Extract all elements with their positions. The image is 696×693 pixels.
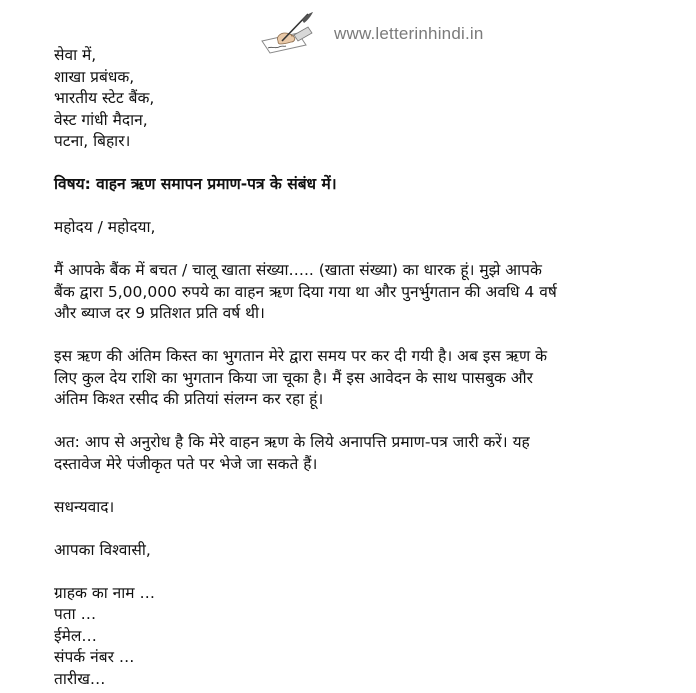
salutation: महोदय / महोदया,	[54, 218, 156, 236]
paragraph-3	[54, 432, 674, 475]
paragraph-line: इस ऋण की अंतिम किस्त का भुगतान मेरे द्वारा समय पर कर दी गयी है। अब इस ऋण के	[54, 347, 548, 365]
letter-subject: विषय: वाहन ऋण समापन प्रमाण-पत्र के संबंध में।	[54, 175, 337, 193]
detail-name: ग्राहक का नाम …	[54, 583, 155, 602]
paragraph-line: लिए कुल देय राशि का भुगतान किया जा चूका है। मैं इस आवेदन के साथ पासबुक और	[54, 368, 533, 387]
detail-contact: संपर्क नंबर …	[54, 648, 135, 666]
paragraph-line: दस्तावेज मेरे पंजीकृत पते पर भेजे जा सकते हैं।	[54, 454, 318, 473]
detail-address: पता …	[54, 605, 97, 623]
paragraph-line: और ब्याज दर 9 प्रतिशत प्रति वर्ष थी।	[54, 304, 265, 322]
address-line: वेस्ट गांधी मैदान,	[54, 110, 148, 129]
address-line: सेवा में,	[54, 46, 97, 64]
recipient-address	[54, 45, 674, 153]
site-url[interactable]: www.letterinhindi.in	[334, 24, 484, 43]
address-line: शाखा प्रबंधक,	[54, 67, 135, 86]
address-line: भारतीय स्टेट बैंक,	[54, 89, 155, 107]
detail-date: तारीख…	[54, 669, 106, 688]
closing-line: आपका विश्वासी,	[54, 540, 151, 559]
paragraph-2	[54, 346, 674, 411]
thanks-line: सधन्यवाद।	[54, 497, 115, 516]
paragraph-1	[54, 260, 674, 325]
sender-details	[54, 583, 674, 691]
paragraph-line: अत: आप से अनुरोध है कि मेरे वाहन ऋण के लिये अनापत्ति प्रमाण-पत्र जारी करें। यह	[54, 433, 530, 451]
paragraph-line: मैं आपके बैंक में बचत / चालू खाता संख्या….. (खाता संख्या) का धारक हूं। मुझे आपके	[54, 261, 542, 279]
paragraph-line: बैंक द्वारा 5,00,000 रुपये का वाहन ऋण दिया गया था और पुनर्भुगतान की अवधि 4 वर्ष	[54, 282, 557, 301]
address-line: पटना, बिहार।	[54, 132, 131, 150]
letter-body	[54, 45, 674, 690]
detail-email: ईमेल…	[54, 626, 97, 645]
paragraph-line: अंतिम किश्त रसीद की प्रतियां संलग्न कर रहा हूं।	[54, 390, 324, 408]
